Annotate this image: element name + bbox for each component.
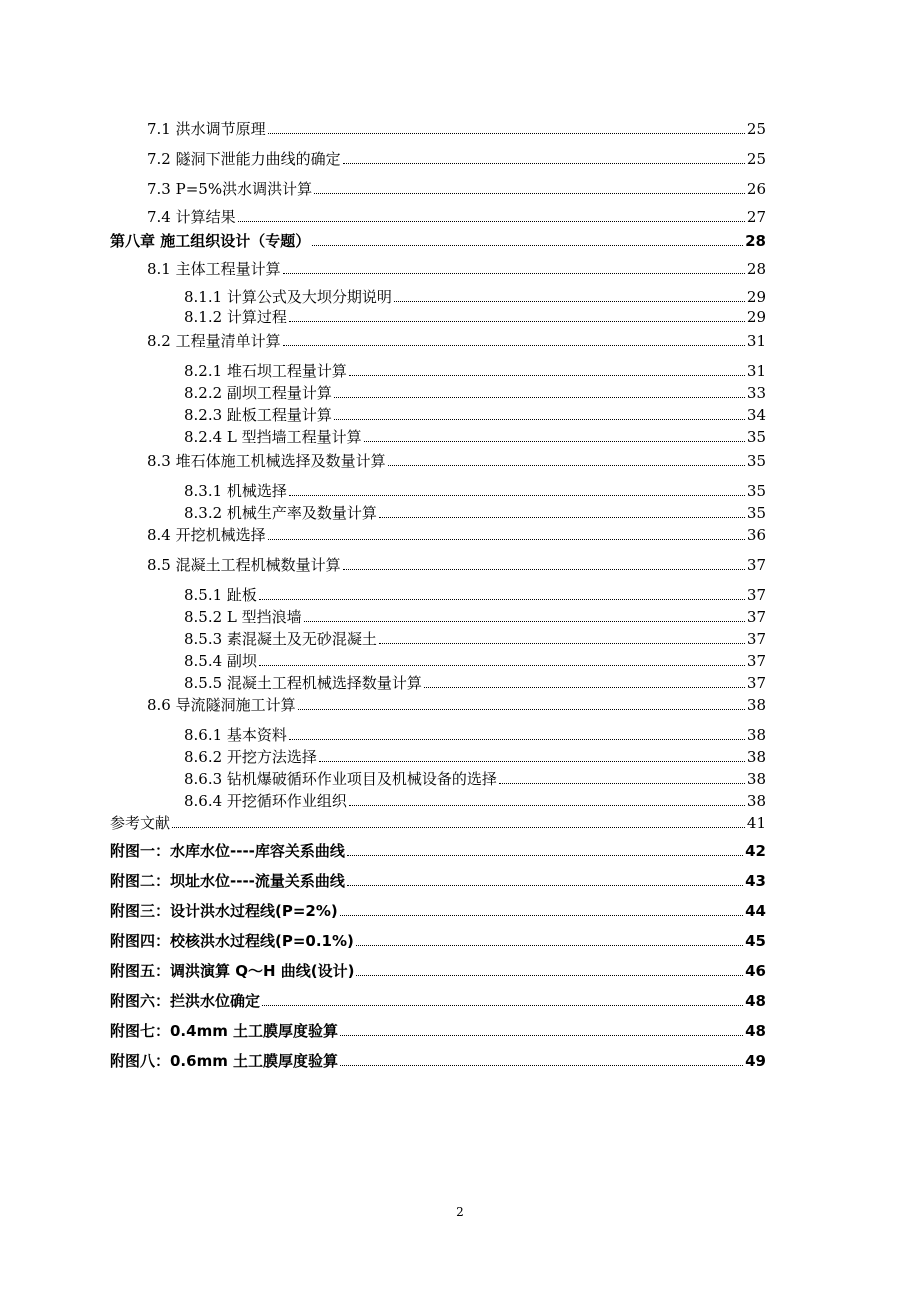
- toc-entry-page: 38: [746, 726, 766, 744]
- toc-entry-title: 8.6.1 基本资料: [184, 726, 287, 744]
- toc-entry-page: 44: [745, 902, 766, 920]
- dot-leader: [289, 738, 745, 740]
- toc-entry-page: 48: [745, 992, 766, 1010]
- toc-entry[interactable]: [0, 690, 920, 714]
- toc-entry-title: 8.2.4 L 型挡墙工程量计算: [184, 428, 362, 446]
- dot-leader: [283, 344, 745, 346]
- toc-entry-title: 8.4 开挖机械选择: [147, 526, 266, 544]
- toc-entry-page: 35: [746, 428, 766, 446]
- dot-leader: [379, 516, 745, 518]
- dot-leader: [259, 664, 745, 666]
- dot-leader: [319, 760, 745, 762]
- toc-entry-page: 25: [746, 150, 766, 168]
- toc-entry-page: 33: [746, 384, 766, 402]
- toc-entry-title: 8.5.4 副坝: [184, 652, 257, 670]
- toc-entry-page: 29: [746, 288, 766, 306]
- toc-entry[interactable]: [0, 498, 920, 522]
- toc-entry[interactable]: [0, 302, 920, 326]
- toc-entry-title: 8.1.1 计算公式及大坝分期说明: [184, 288, 392, 306]
- toc-entry-page: 37: [746, 630, 766, 648]
- toc-entry[interactable]: [0, 786, 920, 810]
- toc-entry-page: 41: [746, 814, 766, 832]
- toc-entry-page: 36: [746, 526, 766, 544]
- dot-leader: [259, 598, 745, 600]
- dot-leader: [349, 374, 745, 376]
- toc-entry-page: 31: [746, 332, 766, 350]
- toc-entry-title: 7.4 计算结果: [147, 208, 236, 226]
- dot-leader: [314, 192, 745, 194]
- toc-entry-page: 34: [746, 406, 766, 424]
- toc-entry-title: 第八章 施工组织设计（专题）: [110, 232, 311, 250]
- toc-entry-page: 38: [746, 748, 766, 766]
- dot-leader: [268, 132, 745, 134]
- toc-entry-page: 28: [745, 232, 766, 250]
- toc-entry[interactable]: [0, 476, 920, 500]
- toc-entry-title: 8.6.4 开挖循环作业组织: [184, 792, 347, 810]
- toc-entry-page: 25: [746, 120, 766, 138]
- toc-entry[interactable]: [0, 520, 920, 544]
- dot-leader: [312, 244, 743, 246]
- dot-leader: [347, 884, 743, 886]
- toc-entry[interactable]: [0, 720, 920, 744]
- toc-entry-title: 8.3 堆石体施工机械选择及数量计算: [147, 452, 386, 470]
- toc-entry-title: 8.2 工程量清单计算: [147, 332, 281, 350]
- toc-entry[interactable]: [0, 896, 920, 920]
- dot-leader: [340, 1034, 743, 1036]
- toc-entry-title: 8.1 主体工程量计算: [147, 260, 281, 278]
- toc-entry-title: 7.2 隧洞下泄能力曲线的确定: [147, 150, 341, 168]
- dot-leader: [379, 642, 745, 644]
- page-number: 2: [456, 1205, 464, 1219]
- toc-entry[interactable]: [0, 926, 920, 950]
- dot-leader: [388, 464, 745, 466]
- toc-entry-page: 27: [746, 208, 766, 226]
- toc-entry[interactable]: [0, 580, 920, 604]
- dot-leader: [349, 804, 745, 806]
- toc-entry-title: 8.6.3 钻机爆破循环作业项目及机械设备的选择: [184, 770, 497, 788]
- toc-entry-page: 45: [745, 932, 766, 950]
- dot-leader: [334, 418, 745, 420]
- toc-entry-title: 附图二：坝址水位----流量关系曲线: [110, 872, 345, 890]
- dot-leader: [262, 1004, 743, 1006]
- toc-entry-title: 附图一：水库水位----库容关系曲线: [110, 842, 345, 860]
- dot-leader: [356, 944, 743, 946]
- toc-entry-title: 8.5.2 L 型挡浪墙: [184, 608, 302, 626]
- toc-entry-page: 37: [746, 556, 766, 574]
- toc-entry[interactable]: [0, 646, 920, 670]
- toc-entry[interactable]: [0, 1016, 920, 1040]
- dot-leader: [283, 272, 745, 274]
- dot-leader: [343, 162, 745, 164]
- toc-entry[interactable]: [0, 808, 920, 832]
- dot-leader: [298, 708, 745, 710]
- toc-entry-title: 8.5.5 混凝土工程机械选择数量计算: [184, 674, 422, 692]
- toc-entry-page: 31: [746, 362, 766, 380]
- toc-entry-title: 7.3 P=5%洪水调洪计算: [147, 180, 313, 198]
- toc-entry[interactable]: [0, 956, 920, 980]
- toc-entry[interactable]: [0, 114, 920, 138]
- table-of-contents: [0, 108, 920, 1070]
- toc-entry-page: 35: [746, 452, 766, 470]
- dot-leader: [304, 620, 745, 622]
- toc-entry-title: 8.3.2 机械生产率及数量计算: [184, 504, 377, 522]
- toc-entry-title: 8.5 混凝土工程机械数量计算: [147, 556, 341, 574]
- toc-entry[interactable]: [0, 356, 920, 380]
- toc-entry-page: 38: [746, 696, 766, 714]
- toc-entry-page: 37: [746, 652, 766, 670]
- toc-entry[interactable]: [0, 550, 920, 574]
- toc-entry[interactable]: [0, 836, 920, 860]
- toc-entry-page: 38: [746, 792, 766, 810]
- toc-entry-page: 35: [746, 482, 766, 500]
- toc-entry-title: 附图六：拦洪水位确定: [110, 992, 261, 1010]
- toc-entry[interactable]: [0, 174, 920, 198]
- dot-leader: [356, 974, 743, 976]
- dot-leader: [268, 538, 745, 540]
- toc-entry[interactable]: [0, 378, 920, 402]
- toc-entry-page: 35: [746, 504, 766, 522]
- toc-entry-page: 43: [745, 872, 766, 890]
- toc-entry[interactable]: [0, 202, 920, 226]
- toc-entry-title: 参考文献: [110, 814, 171, 832]
- dot-leader: [499, 782, 745, 784]
- toc-entry-page: 29: [746, 308, 766, 326]
- toc-entry-page: 37: [746, 608, 766, 626]
- dot-leader: [364, 440, 745, 442]
- toc-entry[interactable]: [0, 226, 920, 250]
- toc-entry[interactable]: [0, 624, 920, 648]
- dot-leader: [424, 686, 745, 688]
- toc-entry-page: 28: [746, 260, 766, 278]
- toc-entry-page: 26: [746, 180, 766, 198]
- dot-leader: [238, 220, 745, 222]
- dot-leader: [172, 826, 745, 828]
- toc-entry-page: 42: [745, 842, 766, 860]
- toc-entry-title: 附图七：0.4mm 土工膜厚度验算: [110, 1022, 339, 1040]
- toc-entry-page: 49: [745, 1052, 766, 1070]
- toc-entry-title: 附图四：校核洪水过程线(P=0.1%): [110, 932, 354, 950]
- dot-leader: [289, 494, 745, 496]
- toc-entry-title: 8.1.2 计算过程: [184, 308, 287, 326]
- toc-entry[interactable]: [0, 1046, 920, 1070]
- toc-entry-title: 8.5.1 趾板: [184, 586, 257, 604]
- toc-entry-title: 附图三：设计洪水过程线(P=2%): [110, 902, 338, 920]
- toc-entry-title: 8.2.1 堆石坝工程量计算: [184, 362, 347, 380]
- toc-entry[interactable]: [0, 668, 920, 692]
- toc-entry[interactable]: [0, 764, 920, 788]
- dot-leader: [340, 1064, 743, 1066]
- toc-entry[interactable]: [0, 254, 920, 278]
- toc-entry[interactable]: [0, 602, 920, 626]
- toc-entry-title: 8.3.1 机械选择: [184, 482, 287, 500]
- toc-entry-title: 8.6.2 开挖方法选择: [184, 748, 317, 766]
- toc-entry[interactable]: [0, 986, 920, 1010]
- toc-entry-title: 附图五：调洪演算 Q～H 曲线(设计): [110, 962, 355, 980]
- toc-entry[interactable]: [0, 144, 920, 168]
- toc-entry[interactable]: [0, 422, 920, 446]
- toc-entry-title: 8.6 导流隧洞施工计算: [147, 696, 296, 714]
- toc-entry-title: 附图八：0.6mm 土工膜厚度验算: [110, 1052, 339, 1070]
- toc-entry[interactable]: [0, 326, 920, 350]
- toc-entry[interactable]: [0, 742, 920, 766]
- toc-entry-page: 38: [746, 770, 766, 788]
- toc-entry-page: 37: [746, 674, 766, 692]
- toc-entry-page: 37: [746, 586, 766, 604]
- toc-entry-title: 8.5.3 素混凝土及无砂混凝土: [184, 630, 377, 648]
- toc-entry[interactable]: [0, 446, 920, 470]
- toc-entry-title: 8.2.3 趾板工程量计算: [184, 406, 332, 424]
- toc-entry-title: 7.1 洪水调节原理: [147, 120, 266, 138]
- dot-leader: [340, 914, 743, 916]
- toc-entry-page: 46: [745, 962, 766, 980]
- toc-entry-page: 48: [745, 1022, 766, 1040]
- toc-entry[interactable]: [0, 866, 920, 890]
- toc-entry[interactable]: [0, 400, 920, 424]
- dot-leader: [343, 568, 745, 570]
- dot-leader: [347, 854, 743, 856]
- dot-leader: [289, 320, 745, 322]
- dot-leader: [334, 396, 745, 398]
- toc-entry-title: 8.2.2 副坝工程量计算: [184, 384, 332, 402]
